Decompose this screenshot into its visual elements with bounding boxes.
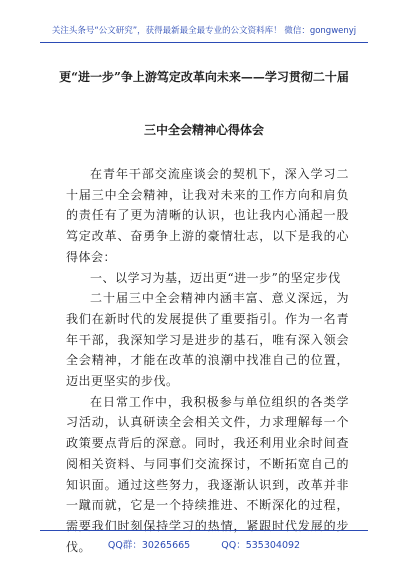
section-heading: 一、以学习为基，迈出更“进一步”的坚定步伐: [90, 270, 341, 285]
footer-divider: [40, 530, 368, 531]
footer: [40, 537, 368, 551]
footer-qq-group: QQ群：30265665: [107, 540, 191, 551]
document-title-line2: 三中全会精神心得体会: [143, 123, 264, 137]
paragraph: 二十届三中全会精神内涵丰富、意义深远，为我们在新时代的发展提供了重要指引。作为一名青年干部，我深知学习是进步的基石，唯有深入领会全会精神，才能在改革的浪潮中找准自己的位置，迈出更坚实的步伐。: [66, 291, 349, 389]
header-note: 关注头条号“公文研究”，获得最新最全最专业的公文资料库！ 微信：gongwenyj: [51, 26, 357, 36]
paragraph: 在日常工作中，我积极参与单位组织的各类学习活动，认真研读全会相关文件，力求理解每一个政策要点背后的深意。同时，我还利用业余时间查阅相关资料、与同事们交流探讨，不断拓宽自己的知识面。通过这些努力，我逐渐认识到，改革并非一蹴而就，它是一个持续推进、不断深化的过程，需要我们时刻保持学习的热情，紧跟时代发展的步伐。: [66, 394, 349, 554]
paragraph-intro: 在青年干部交流座谈会的契机下，深入学习二十届三中全会精神，让我对未来的工作方向和肩负的责任有了更为清晰的认识，也让我内心涌起一股笃定改革、奋勇争上游的豪情壮志，以下是我的心得体会：: [66, 167, 349, 264]
footer-qq: QQ：535304092: [221, 540, 301, 551]
document-title-line1: 更“进一步”争上游笃定改革向未来——学习贯彻二十届: [59, 70, 349, 84]
header-divider: [40, 42, 368, 43]
document-body: [66, 164, 349, 557]
